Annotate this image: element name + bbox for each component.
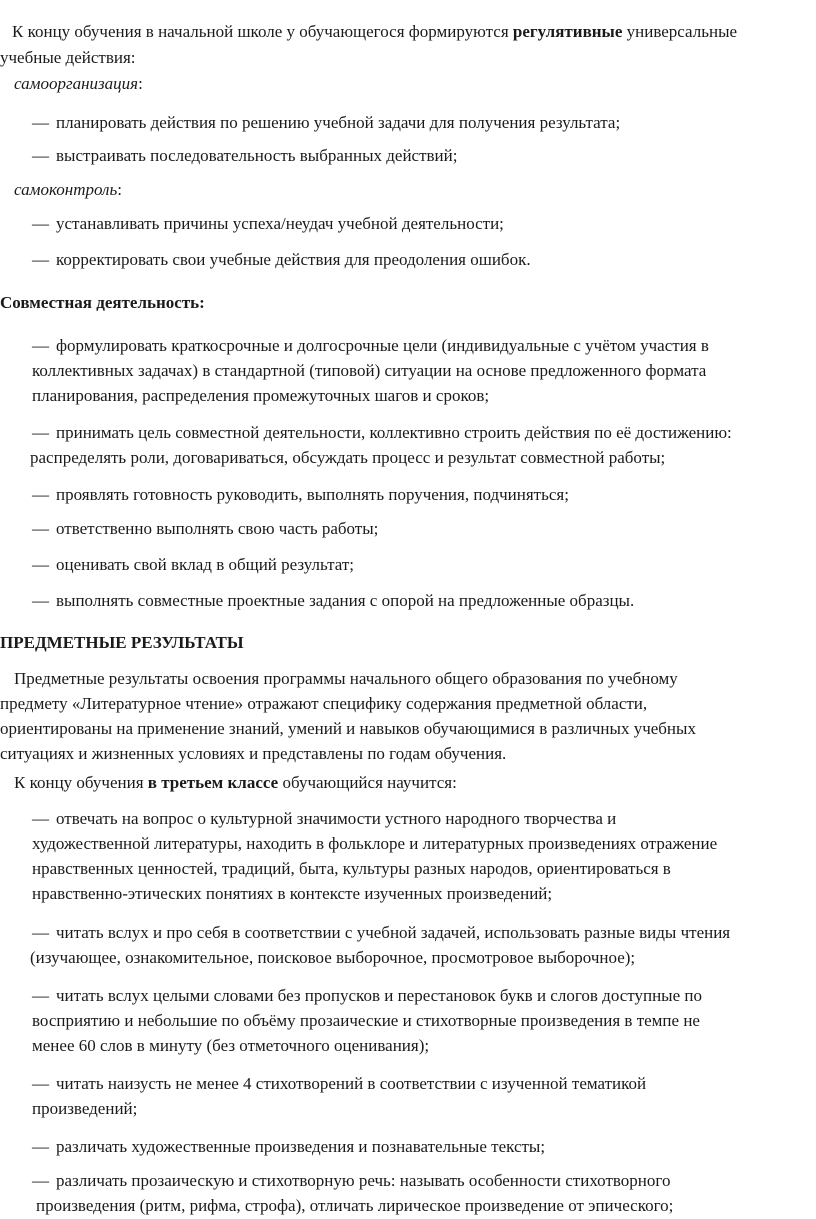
dash-mark: — [32,485,49,504]
list-item-continuation: произведений; [32,1099,138,1118]
list-item-text: корректировать свои учебные действия для преодоления ошибок. [56,250,531,269]
dash-mark: — [32,214,49,233]
list-item-text: читать наизусть не менее 4 стихотворений в соответствии с изученной тематикой [56,1074,647,1093]
intro-bold: регулятивные [512,22,623,41]
list-item-text: выполнять совместные проектные задания с опорой на предложенные образцы. [56,591,635,610]
list-item-continuation: произведения (ритм, рифма, строфа), отличать лирическое произведение от эпического; [36,1196,674,1215]
dash-mark: — [32,250,49,269]
grade-text-end: обучающийся научится: [278,773,457,792]
list-item-continuation: (изучающее, ознакомительное, поисковое выборочное, просмотровое выборочное); [30,948,636,967]
list-item-text: планировать действия по решению учебной задачи для получения результата; [56,113,621,132]
list-item [32,111,620,135]
list-item [32,421,732,445]
self-control-colon: : [117,180,122,199]
self-control-title-text: самоконтроль [14,180,118,199]
grade-bold: в третьем классе [147,773,279,792]
list-item [32,1135,545,1159]
list-item [32,334,709,358]
list-item-text: устанавливать причины успеха/неудач учебной деятельности; [56,214,504,233]
grade-text: К концу обучения [14,773,148,792]
list-item [32,144,457,168]
list-item [32,248,531,272]
list-item-continuation: восприятию и небольшие по объёму прозаические и стихотворные произведения в темпе не [32,1011,700,1030]
list-item-continuation: менее 60 слов в минуту (без отметочного оценивания); [32,1036,430,1055]
dash-mark: — [32,1171,49,1190]
dash-mark: — [32,986,49,1005]
list-item-text: проявлять готовность руководить, выполнять поручения, подчиняться; [56,485,569,504]
subject-paragraph-line: ориентированы на применение знаний, умений и навыков обучающимися в различных учебных [0,719,696,738]
list-item-text: принимать цель совместной деятельности, коллективно строить действия по её достижению: [56,423,732,442]
subject-paragraph-line: предмету «Литературное чтение» отражают специфику содержания предметной области, [0,694,648,713]
list-item [32,553,354,577]
list-item-text: ответственно выполнять свою часть работы; [56,519,379,538]
joint-heading: Совместная деятельность: [0,293,205,312]
list-item-continuation: художественной литературы, находить в фольклоре и литературных произведениях отражение [32,834,718,853]
list-item-text: различать художественные произведения и познавательные тексты; [56,1137,546,1156]
dash-mark: — [32,1074,49,1093]
self-org-colon: : [138,74,143,93]
dash-mark: — [32,146,49,165]
list-item-continuation: коллективных задачах) в стандартной (типовой) ситуации на основе предложенного формата [32,361,707,380]
dash-mark: — [32,1137,49,1156]
dash-mark: — [32,591,49,610]
list-item [32,984,702,1008]
dash-mark: — [32,336,49,355]
dash-mark: — [32,113,49,132]
self-org-title [14,72,143,96]
list-item [32,212,504,236]
list-item-text: читать вслух и про себя в соответствии с учебной задачей, использовать разные виды чтения [56,923,731,942]
list-item [32,807,616,831]
list-item-continuation: распределять роли, договариваться, обсуждать процесс и результат совместной работы; [30,448,666,467]
list-item-continuation: нравственных ценностей, традиций, быта, культуры разных народов, ориентироваться в [32,859,671,878]
list-item-continuation: планирования, распределения промежуточных шагов и сроков; [32,386,490,405]
list-item-text: формулировать краткосрочные и долгосрочные цели (индивидуальные с учётом участия в [56,336,709,355]
dash-mark: — [32,555,49,574]
subject-heading: ПРЕДМЕТНЫЕ РЕЗУЛЬТАТЫ [0,633,244,652]
list-item [32,1169,670,1193]
list-item-continuation: нравственно-этических понятиях в контексте изученных произведений; [32,884,553,903]
subject-paragraph-line: Предметные результаты освоения программы начального общего образования по учебному [14,669,678,688]
self-org-title-text: самоорганизация [14,74,139,93]
list-item-text: оценивать свой вклад в общий результат; [56,555,355,574]
intro-line-1 [12,20,737,44]
subject-paragraph-line: ситуациях и жизненных условиях и представлены по годам обучения. [0,744,507,763]
dash-mark: — [32,519,49,538]
intro-text: К концу обучения в начальной школе у обучающегося формируются [12,22,513,41]
list-item [32,483,569,507]
list-item-text: выстраивать последовательность выбранных действий; [56,146,458,165]
list-item [32,1072,646,1096]
list-item [32,589,634,613]
list-item-text: различать прозаическую и стихотворную речь: называть особенности стихотворного [56,1171,671,1190]
dash-mark: — [32,423,49,442]
list-item [32,921,730,945]
self-control-title [14,178,122,202]
list-item-text: читать вслух целыми словами без пропусков и перестановок букв и слогов доступные по [56,986,702,1005]
list-item-text: отвечать на вопрос о культурной значимости устного народного творчества и [56,809,617,828]
intro-line-2: учебные действия: [0,48,136,67]
dash-mark: — [32,923,49,942]
intro-text-end: универсальные [622,22,738,41]
list-item [32,517,378,541]
grade-line [14,771,457,795]
dash-mark: — [32,809,49,828]
